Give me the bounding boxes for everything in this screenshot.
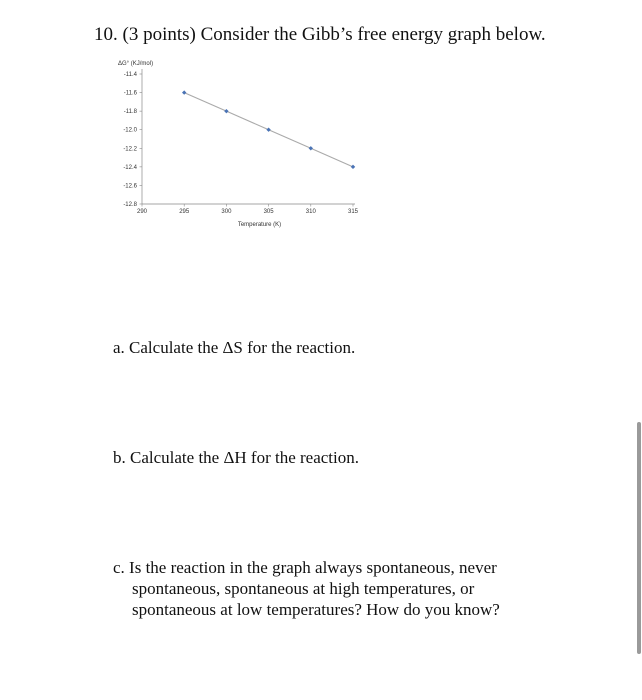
x-tick-label: 305 [263, 209, 274, 215]
y-tick-label: -11.4 [123, 72, 137, 78]
chart-svg [110, 55, 380, 240]
x-tick-label: 295 [179, 209, 190, 215]
data-point [266, 128, 270, 132]
x-tick-label: 315 [347, 209, 359, 215]
x-tick-label: 300 [221, 209, 232, 215]
part-b-question: b. Calculate the ΔH for the reaction. [113, 448, 360, 467]
part-c-question [113, 557, 553, 620]
y-tick-label: -11.8 [123, 109, 137, 116]
part-c-line-1: c. Is the reaction in the graph always spontaneous, never [113, 558, 497, 577]
y-tick-label: -12.4 [123, 164, 137, 171]
scrollbar[interactable] [637, 422, 641, 654]
part-a-question: a. Calculate the ΔS for the reaction. [113, 338, 356, 357]
x-axis-title: Temperature (K) [237, 222, 282, 228]
part-c-line-3: spontaneous at low temperatures? How do you know? [132, 600, 500, 619]
y-axis-title: ΔG° (KJ/mol) [118, 61, 154, 67]
y-tick-label: -12.8 [123, 202, 137, 208]
x-tick-label: 290 [136, 209, 148, 215]
data-point [224, 109, 228, 113]
part-c-line-2: spontaneous, spontaneous at high temperatures, or [132, 579, 475, 598]
y-tick-label: -12.6 [123, 183, 137, 190]
data-point [182, 90, 186, 94]
y-tick-label: -12.0 [123, 127, 137, 134]
gibbs-free-energy-chart [110, 55, 380, 240]
data-point [309, 146, 313, 150]
y-tick-label: -11.6 [123, 90, 137, 97]
question-title: 10. (3 points) Consider the Gibb’s free energy graph below. [94, 24, 546, 45]
x-tick-label: 310 [305, 209, 316, 215]
data-point [351, 165, 355, 169]
y-tick-label: -12.2 [123, 146, 137, 153]
